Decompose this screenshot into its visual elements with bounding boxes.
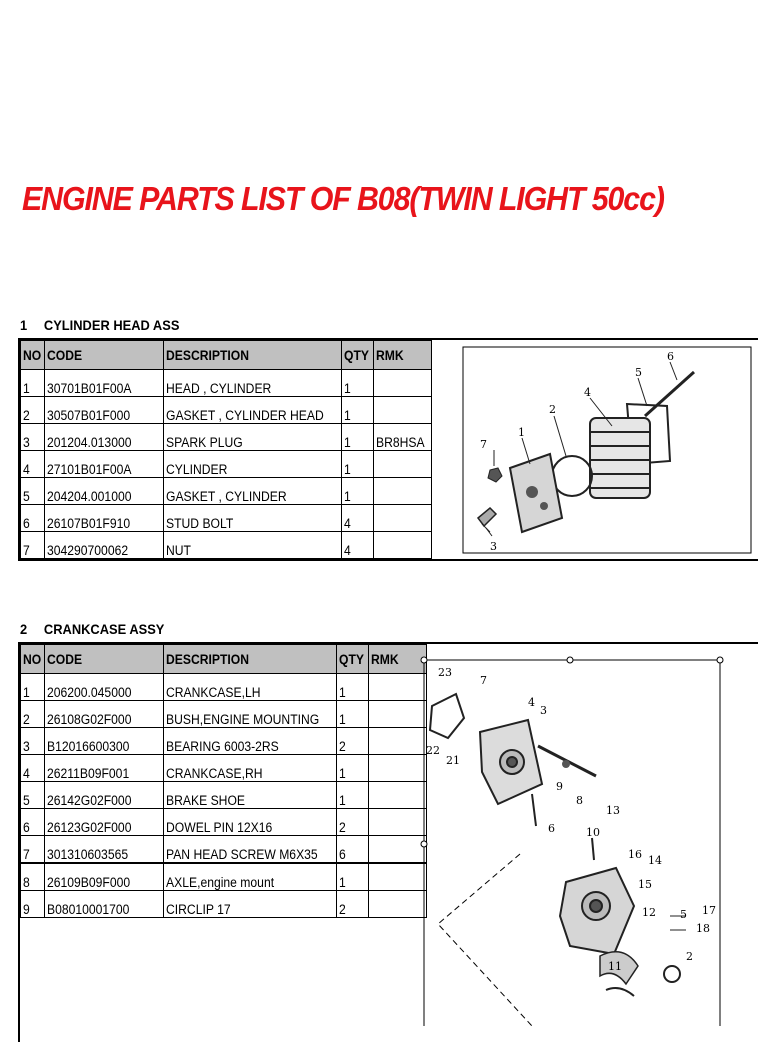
diagram-label: 17 bbox=[702, 904, 716, 917]
cell-qty: 1 bbox=[337, 674, 369, 701]
gasket-shape bbox=[430, 694, 464, 738]
cell-no: 4 bbox=[21, 451, 45, 478]
diagram-label: 2 bbox=[686, 950, 693, 963]
parts-table-crankcase bbox=[20, 644, 427, 918]
table-row bbox=[21, 782, 427, 809]
cell-rmk bbox=[374, 505, 432, 532]
cell-no: 1 bbox=[21, 674, 45, 701]
cell-qty: 1 bbox=[337, 782, 369, 809]
cell-code: 26109B09F000 bbox=[45, 863, 164, 891]
column-header-rmk: RMK bbox=[369, 645, 427, 674]
cell-description: GASKET , CYLINDER HEAD bbox=[164, 397, 342, 424]
diagram-label: 18 bbox=[696, 922, 710, 935]
table-header-row bbox=[21, 341, 432, 370]
cell-rmk bbox=[369, 728, 427, 755]
cell-code: 26123G02F000 bbox=[45, 809, 164, 836]
diagram-label: 7 bbox=[480, 674, 487, 687]
cell-no: 6 bbox=[21, 809, 45, 836]
diagram-label: 2 bbox=[549, 403, 556, 416]
cell-no: 9 bbox=[21, 891, 45, 918]
cell-description: BRAKE SHOE bbox=[164, 782, 337, 809]
cell-description: GASKET , CYLINDER bbox=[164, 478, 342, 505]
cell-description: BEARING 6003-2RS bbox=[164, 728, 337, 755]
section-name: CYLINDER HEAD ASS bbox=[43, 317, 180, 333]
table-row bbox=[21, 863, 427, 891]
section-name: CRANKCASE ASSY bbox=[43, 621, 165, 637]
diagram-label: 3 bbox=[490, 540, 497, 553]
column-header-description: DESCRIPTION bbox=[164, 645, 337, 674]
cell-code: 304290700062 bbox=[45, 532, 164, 559]
cell-no: 3 bbox=[21, 424, 45, 451]
cell-code: 201204.013000 bbox=[45, 424, 164, 451]
cell-qty: 1 bbox=[342, 451, 374, 478]
table-row bbox=[21, 755, 427, 782]
cell-description: AXLE,engine mount bbox=[164, 863, 337, 891]
cell-rmk bbox=[369, 863, 427, 891]
cell-qty: 2 bbox=[337, 728, 369, 755]
table-row bbox=[21, 532, 432, 559]
cell-description: NUT bbox=[164, 532, 342, 559]
cell-qty: 1 bbox=[337, 863, 369, 891]
cell-description: BUSH,ENGINE MOUNTING bbox=[164, 701, 337, 728]
table-row bbox=[21, 701, 427, 728]
cell-rmk bbox=[374, 370, 432, 397]
column-header-no: NO bbox=[21, 645, 45, 674]
diagram-label: 4 bbox=[584, 386, 591, 399]
cell-no: 7 bbox=[21, 836, 45, 864]
diagram-label: 16 bbox=[628, 848, 642, 861]
parts-table-cylinder-head bbox=[20, 340, 432, 559]
cell-no: 2 bbox=[21, 397, 45, 424]
table-row bbox=[21, 891, 427, 918]
column-header-qty: QTY bbox=[342, 341, 374, 370]
diagram-label: 14 bbox=[648, 854, 662, 867]
cell-code: 204204.001000 bbox=[45, 478, 164, 505]
section-number: 1 bbox=[20, 317, 28, 333]
cell-qty: 4 bbox=[342, 505, 374, 532]
cell-no: 6 bbox=[21, 505, 45, 532]
cell-qty: 1 bbox=[337, 701, 369, 728]
cell-description: CIRCLIP 17 bbox=[164, 891, 337, 918]
diagram-label: 13 bbox=[606, 804, 620, 817]
screw-shape bbox=[532, 794, 536, 826]
cell-rmk bbox=[374, 451, 432, 478]
cell-qty: 1 bbox=[342, 424, 374, 451]
table-row bbox=[21, 728, 427, 755]
diagram-label: 11 bbox=[608, 960, 622, 973]
stud-bolt-shape bbox=[645, 372, 694, 416]
cell-no: 7 bbox=[21, 532, 45, 559]
table-row bbox=[21, 370, 432, 397]
diagram-label: 6 bbox=[667, 350, 674, 363]
diagram-label: 4 bbox=[528, 696, 535, 709]
cell-qty: 1 bbox=[342, 370, 374, 397]
section-heading-cylinder-head bbox=[20, 317, 179, 333]
diagram-label: 10 bbox=[586, 826, 600, 839]
section-number: 2 bbox=[20, 621, 28, 637]
cell-qty: 1 bbox=[342, 478, 374, 505]
diagram-label: 15 bbox=[638, 878, 652, 891]
cell-rmk bbox=[374, 532, 432, 559]
table-row bbox=[21, 478, 432, 505]
cylinder-head-exploded-diagram bbox=[462, 346, 752, 554]
cell-code: 301310603565 bbox=[45, 836, 164, 864]
spark-plug-shape bbox=[478, 508, 496, 526]
cell-description: CRANKCASE,LH bbox=[164, 674, 337, 701]
cell-description: PAN HEAD SCREW M6X35 bbox=[164, 836, 337, 864]
cell-description: SPARK PLUG bbox=[164, 424, 342, 451]
cell-code: B12016600300 bbox=[45, 728, 164, 755]
diagram-label: 3 bbox=[540, 704, 547, 717]
cylinder-shape bbox=[590, 418, 650, 498]
cell-qty: 1 bbox=[342, 397, 374, 424]
cell-no: 5 bbox=[21, 782, 45, 809]
cell-rmk bbox=[374, 397, 432, 424]
cell-rmk bbox=[369, 782, 427, 809]
cell-no: 8 bbox=[21, 863, 45, 891]
column-header-code: CODE bbox=[45, 645, 164, 674]
cell-description: CRANKCASE,RH bbox=[164, 755, 337, 782]
diagram-label: 21 bbox=[446, 754, 460, 767]
cell-rmk bbox=[369, 891, 427, 918]
crankcase-rh-shape bbox=[560, 868, 634, 954]
column-header-qty: QTY bbox=[337, 645, 369, 674]
cell-description: HEAD , CYLINDER bbox=[164, 370, 342, 397]
table-row bbox=[21, 836, 427, 864]
cell-code: 26142G02F000 bbox=[45, 782, 164, 809]
cell-code: 26108G02F000 bbox=[45, 701, 164, 728]
cell-no: 4 bbox=[21, 755, 45, 782]
crankcase-exploded-diagram bbox=[420, 654, 760, 1026]
cell-rmk bbox=[374, 478, 432, 505]
cell-qty: 1 bbox=[337, 755, 369, 782]
section-box-cylinder-head bbox=[18, 338, 758, 561]
column-header-description: DESCRIPTION bbox=[164, 341, 342, 370]
diagram-label: 23 bbox=[438, 666, 452, 679]
cell-rmk bbox=[369, 755, 427, 782]
cell-rmk bbox=[369, 836, 427, 864]
cell-code: B08010001700 bbox=[45, 891, 164, 918]
diagram-label: 12 bbox=[642, 906, 656, 919]
table-header-row bbox=[21, 645, 427, 674]
cell-description: STUD BOLT bbox=[164, 505, 342, 532]
section-box-crankcase bbox=[18, 642, 758, 1042]
cell-code: 27101B01F00A bbox=[45, 451, 164, 478]
table-row bbox=[21, 424, 432, 451]
diagram-label: 22 bbox=[426, 744, 440, 757]
cell-code: 206200.045000 bbox=[45, 674, 164, 701]
crankcase-lh-shape bbox=[480, 720, 542, 804]
diagram-label: 1 bbox=[518, 426, 525, 439]
cell-description: CYLINDER bbox=[164, 451, 342, 478]
column-header-rmk: RMK bbox=[374, 341, 432, 370]
diagram-label: 6 bbox=[548, 822, 555, 835]
table-row bbox=[21, 809, 427, 836]
table-row bbox=[21, 674, 427, 701]
cell-rmk bbox=[369, 701, 427, 728]
table-row bbox=[21, 397, 432, 424]
cell-no: 3 bbox=[21, 728, 45, 755]
nut-shape bbox=[488, 468, 502, 482]
table-row bbox=[21, 505, 432, 532]
cell-qty: 2 bbox=[337, 891, 369, 918]
diagram-label: 7 bbox=[480, 438, 487, 451]
cell-no: 2 bbox=[21, 701, 45, 728]
cell-rmk bbox=[369, 809, 427, 836]
cell-no: 5 bbox=[21, 478, 45, 505]
cell-rmk bbox=[369, 674, 427, 701]
cell-qty: 4 bbox=[342, 532, 374, 559]
cell-rmk: BR8HSA bbox=[374, 424, 432, 451]
column-header-no: NO bbox=[21, 341, 45, 370]
cell-code: 30701B01F00A bbox=[45, 370, 164, 397]
cell-code: 26107B01F910 bbox=[45, 505, 164, 532]
cell-qty: 6 bbox=[337, 836, 369, 864]
diagram-label: 9 bbox=[556, 780, 563, 793]
column-header-code: CODE bbox=[45, 341, 164, 370]
table-row bbox=[21, 451, 432, 478]
gasket-cylinder-head-shape bbox=[552, 456, 592, 496]
cell-no: 1 bbox=[21, 370, 45, 397]
cell-qty: 2 bbox=[337, 809, 369, 836]
cell-code: 26211B09F001 bbox=[45, 755, 164, 782]
diagram-label: 5 bbox=[635, 366, 642, 379]
diagram-label: 5 bbox=[680, 908, 687, 921]
page-title: ENGINE PARTS LIST OF B08(TWIN LIGHT 50cc) bbox=[22, 180, 664, 217]
cell-code: 30507B01F000 bbox=[45, 397, 164, 424]
diagram-label: 8 bbox=[576, 794, 583, 807]
cell-description: DOWEL PIN 12X16 bbox=[164, 809, 337, 836]
section-heading-crankcase bbox=[20, 621, 164, 637]
